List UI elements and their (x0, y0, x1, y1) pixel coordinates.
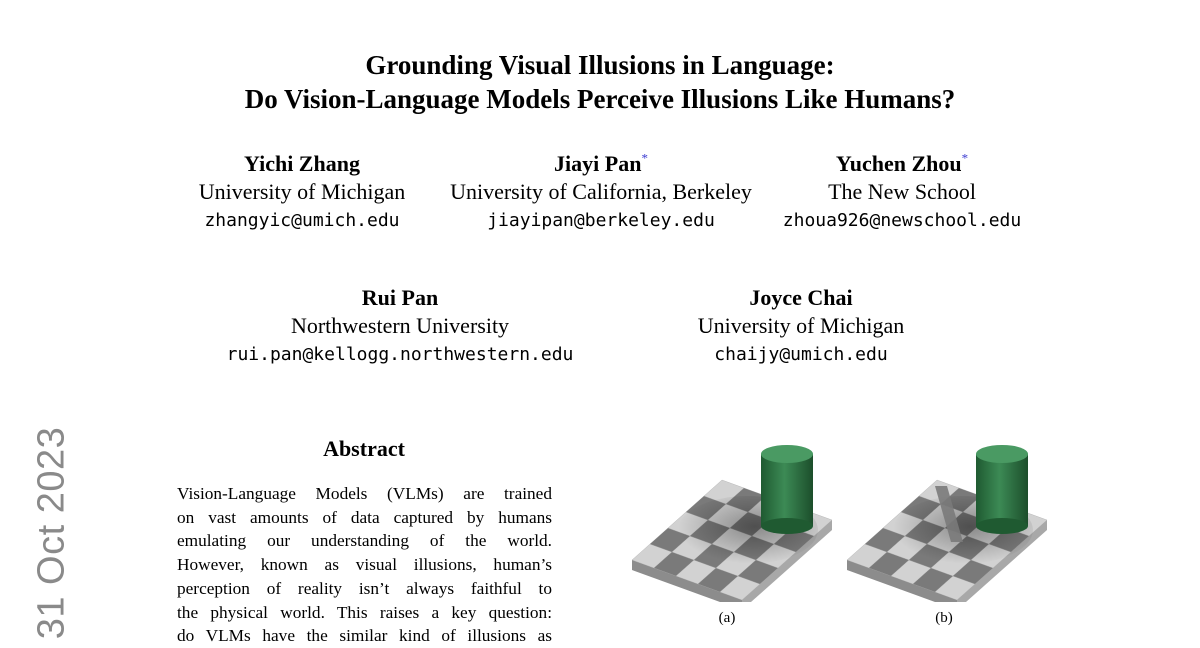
author-email[interactable]: jiayipan@berkeley.edu (487, 210, 715, 231)
arxiv-side-date: 31 Oct 2023 (30, 426, 73, 640)
author-email[interactable]: zhangyic@umich.edu (204, 210, 400, 231)
author-name: Yichi Zhang (244, 151, 360, 176)
abstract-line: the physical world. This raises a key question: (177, 602, 552, 622)
checker-shadow-illusion-figure-b (843, 440, 1053, 602)
author-block (199, 150, 406, 236)
figure-caption-b: (b) (935, 610, 953, 626)
author-affiliation: The New School (828, 179, 976, 204)
equal-contribution-mark: * (961, 150, 969, 166)
author-block (698, 284, 905, 370)
author-name: Rui Pan (361, 285, 439, 310)
abstract-line: Vision-Language Models (VLMs) are trained (177, 484, 552, 503)
abstract-line: do VLMs have the similar kind of illusions as (177, 626, 552, 646)
abstract-line: However, known as visual illusions, human’s (177, 555, 552, 575)
author-email[interactable]: rui.pan@kellogg.northwestern.edu (226, 344, 574, 365)
abstract-line: on vast amounts of data captured by humans (177, 507, 552, 527)
author-affiliation: Northwestern University (290, 313, 510, 338)
author-affiliation: University of Michigan (198, 179, 406, 204)
green-cylinder (761, 445, 813, 534)
author-block (450, 150, 752, 236)
green-cylinder (976, 445, 1028, 534)
author-email[interactable]: zhoua926@newschool.edu (782, 210, 1022, 231)
abstract-line: emulating our understanding of the world. (177, 531, 552, 551)
paper-title (0, 48, 1200, 116)
author-block (227, 284, 574, 370)
author-name: Joyce Chai (749, 285, 853, 310)
title-line-1: Grounding Visual Illusions in Language: (365, 50, 835, 80)
author-block (783, 150, 1021, 236)
figure-caption-a: (a) (718, 610, 736, 626)
author-email[interactable]: chaijy@umich.edu (714, 344, 888, 365)
author-affiliation: University of California, Berkeley (450, 179, 752, 204)
abstract-body (177, 482, 552, 648)
equal-contribution-mark: * (641, 150, 648, 166)
abstract-heading: Abstract (323, 436, 405, 461)
abstract-line: perception of reality isn’t always faithful to (177, 578, 552, 598)
author-name: Jiayi Pan* (554, 150, 648, 176)
author-affiliation: University of Michigan (697, 313, 905, 338)
title-line-2: Do Vision-Language Models Perceive Illusions Like Humans? (244, 84, 956, 114)
checker-shadow-illusion-figure-a (628, 440, 838, 602)
author-name: Yuchen Zhou* (835, 150, 969, 176)
